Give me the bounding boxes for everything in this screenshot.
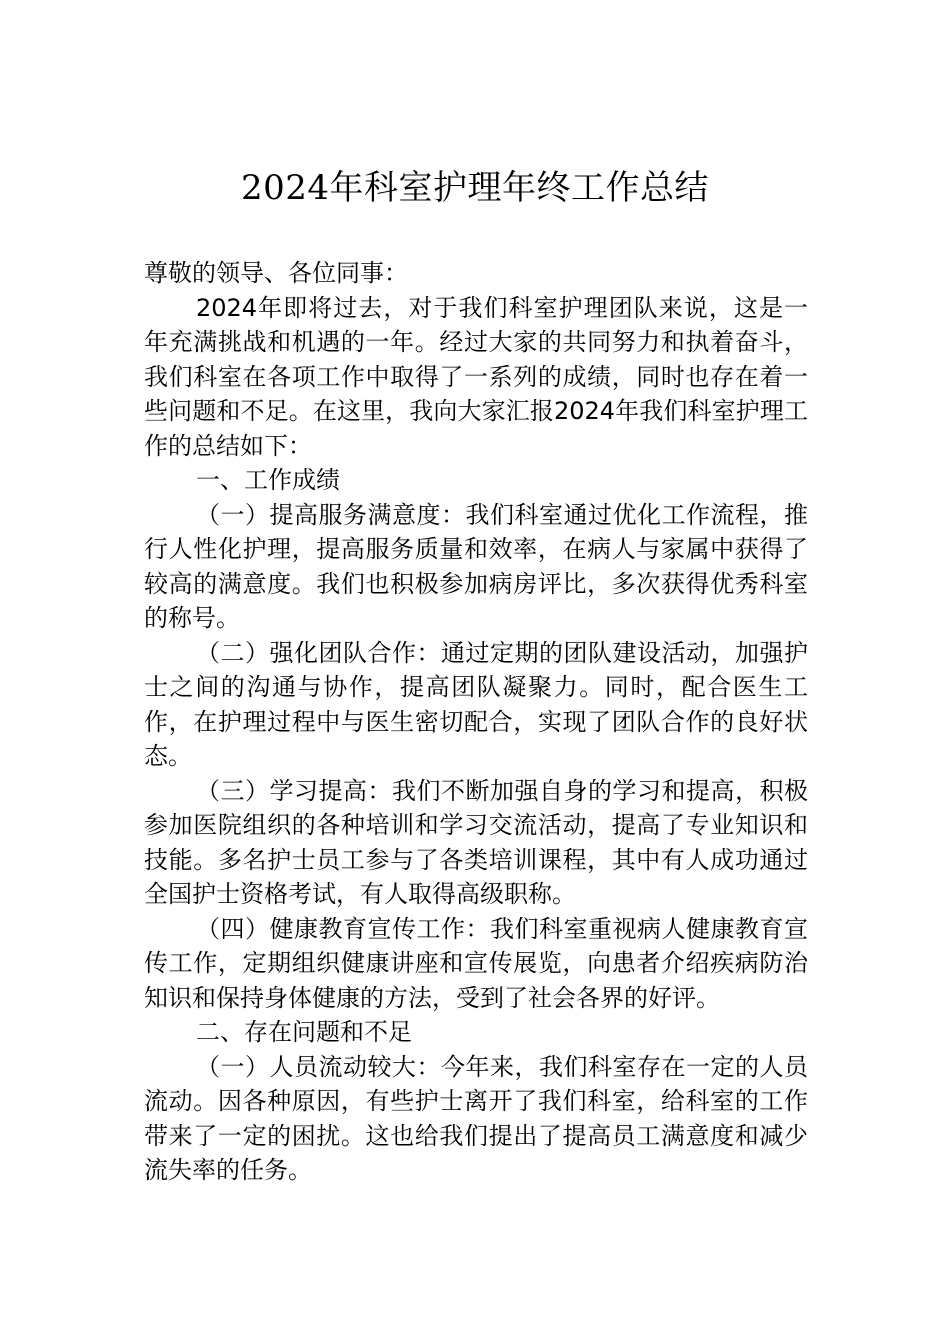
achievement-paragraph-2: （二）强化团队合作：通过定期的团队建设活动，加强护士之间的沟通与协作，提高团队凝聚力。同时，配合医生工作，在护理过程中与医生密切配合，实现了团队合作的良好状态。 <box>144 638 808 770</box>
achievement-paragraph-4: （四）健康教育宣传工作：我们科室重视病人健康教育宣传工作，定期组织健康讲座和宣传展览，向患者介绍疾病防治知识和保持身体健康的方法，受到了社会各界的好评。 <box>144 914 808 1012</box>
section-heading-problems: 二、存在问题和不足 <box>196 1018 412 1046</box>
achievement-paragraph-3: （三）学习提高：我们不断加强自身的学习和提高，积极参加医院组织的各种培训和学习交流活动，提高了专业知识和技能。多名护士员工参与了各类培训课程，其中有人成功通过全国护士资格考试，有人取得高级职称。 <box>144 776 808 908</box>
document-body <box>144 256 808 1188</box>
document-title: 2024年科室护理年终工作总结 <box>240 168 710 208</box>
problem-paragraph-1: （一）人员流动较大：今年来，我们科室存在一定的人员流动。因各种原因，有些护士离开了我们科室，给科室的工作带来了一定的困扰。这也给我们提出了提高员工满意度和减少流失率的任务。 <box>144 1052 808 1184</box>
achievement-paragraph-1: （一）提高服务满意度：我们科室通过优化工作流程，推行人性化护理，提高服务质量和效率，在病人与家属中获得了较高的满意度。我们也积极参加病房评比，多次获得优秀科室的称号。 <box>144 500 808 632</box>
salutation: 尊敬的领导、各位同事： <box>144 259 408 287</box>
section-heading-achievements: 一、工作成绩 <box>196 466 340 494</box>
intro-paragraph: 2024年即将过去，对于我们科室护理团队来说，这是一年充满挑战和机遇的一年。经过大家的共同努力和执着奋斗，我们科室在各项工作中取得了一系列的成绩，同时也存在着一些问题和不足。在这里，我向大家汇报2024年我们科室护理工作的总结如下： <box>144 293 808 460</box>
